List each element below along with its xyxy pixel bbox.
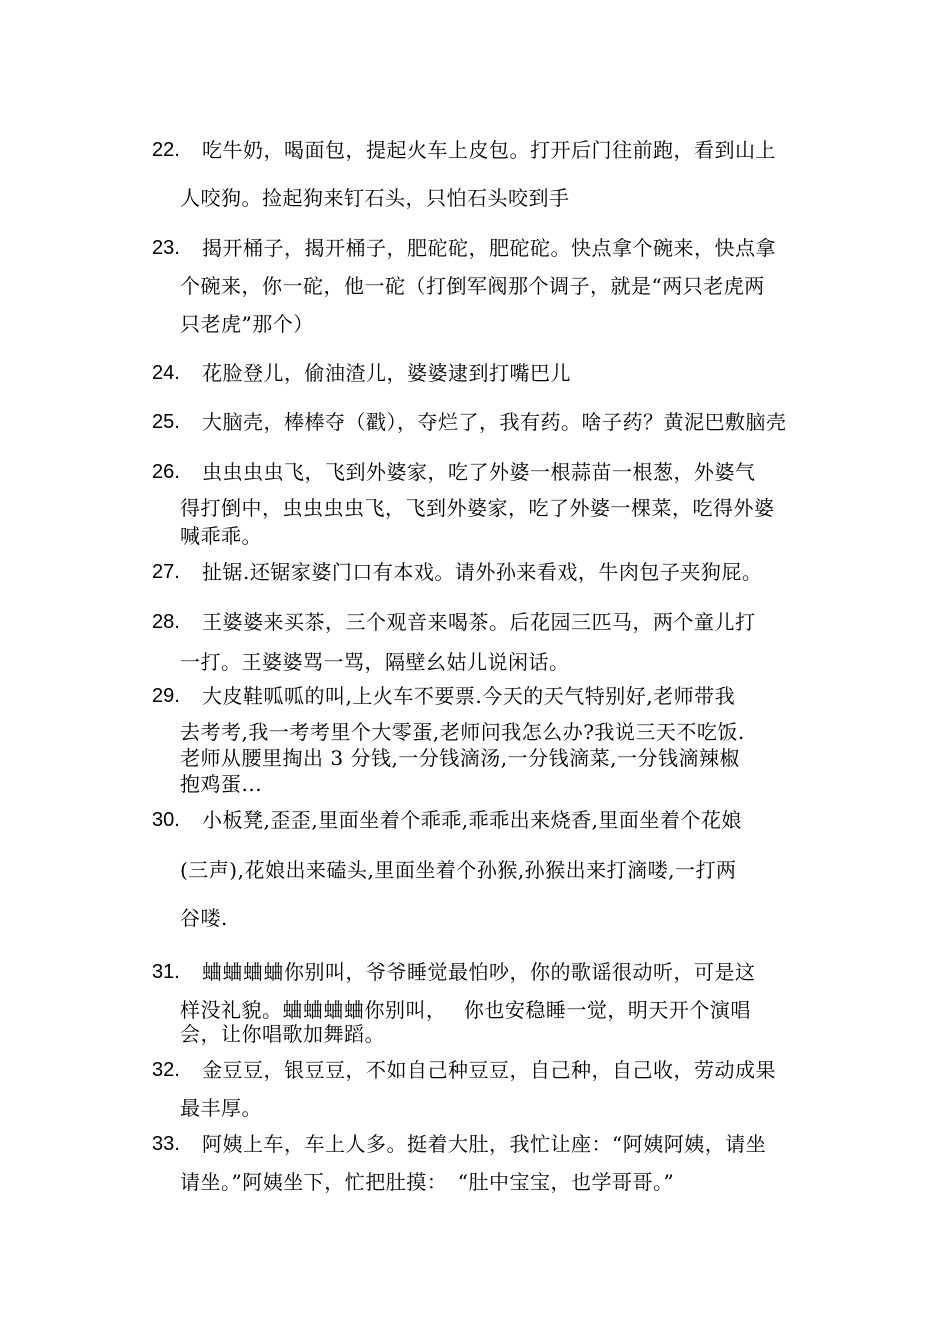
item-text-line: 人咬狗。捡起狗来钉石头，只怕石头咬到手 — [180, 186, 570, 210]
item-text-line: 去考考,我一考考里个大零蛋,老师问我怎么办?我说三天不吃饭. — [180, 720, 745, 744]
item-text-line: 喊乖乖。 — [180, 524, 262, 548]
item-text-line: 老师从腰里掏出 3 分钱,一分钱滴汤,一分钱滴菜,一分钱滴辣椒 — [180, 746, 741, 770]
item-text-line: 虫虫虫虫飞，飞到外婆家，吃了外婆一根蒜苗一根葱，外婆气 — [202, 460, 756, 484]
item-text-line: 吃牛奶，喝面包，提起火车上皮包。打开后门往前跑，看到山上 — [202, 138, 776, 162]
item-text-line: 抱鸡蛋... — [180, 772, 263, 796]
item-number: 28. — [152, 611, 180, 633]
item-text-line: 只老虎”那个） — [180, 312, 314, 336]
item-number: 23. — [152, 237, 180, 259]
item-text-line: 小板凳,歪歪,里面坐着个乖乖,乖乖出来烧香,里面坐着个花娘 — [202, 808, 742, 832]
item-text-line: 谷喽. — [180, 906, 228, 930]
item-text-line: 大脑壳，棒棒夺（戳），夺烂了，我有药。啥子药？黄泥巴敷脑壳 — [202, 410, 787, 434]
item-number: 27. — [152, 561, 180, 583]
item-text-line: 一打。王婆婆骂一骂，隔壁幺姑儿说闲话。 — [180, 650, 570, 674]
item-text-line: 金豆豆，银豆豆，不如自己种豆豆，自己种，自己收，劳动成果 — [202, 1058, 776, 1082]
item-text-line: 蛐蛐蛐蛐你别叫，爷爷睡觉最怕吵，你的歌谣很动听，可是这 — [202, 960, 756, 984]
item-number: 25. — [152, 411, 180, 433]
item-text-line: 得打倒中，虫虫虫虫飞，飞到外婆家，吃了外婆一棵菜，吃得外婆 — [180, 496, 775, 520]
item-text-line: 花脸登儿，偷油渣儿，婆婆逮到打嘴巴儿 — [202, 361, 571, 385]
item-text-line: 个碗来，你一砣，他一砣（打倒军阀那个调子，就是“两只老虎两 — [180, 274, 765, 298]
item-number: 22. — [152, 139, 180, 161]
item-text-line: 会，让你唱歌加舞蹈。 — [180, 1022, 385, 1046]
item-number: 32. — [152, 1059, 180, 1081]
item-text-line: 大皮鞋呱呱的叫,上火车不要票.今天的天气特别好,老师带我 — [202, 684, 736, 708]
item-text-line: 最丰厚。 — [180, 1096, 262, 1120]
item-number: 31. — [152, 961, 180, 983]
item-text-line: 请坐。”阿姨坐下，忙把肚摸： “肚中宝宝，也学哥哥。” — [180, 1170, 675, 1194]
item-text-line: 扯锯.还锯家婆门口有本戏。请外孙来看戏，牛肉包子夹狗屁。 — [202, 560, 763, 584]
item-number: 24. — [152, 362, 180, 384]
item-number: 29. — [152, 685, 180, 707]
item-text-line: 阿姨上车，车上人多。挺着大肚，我忙让座：“阿姨阿姨，请坐 — [202, 1132, 767, 1156]
item-number: 33. — [152, 1133, 180, 1155]
item-text-line: (三声),花娘出来磕头,里面坐着个孙猴,孙猴出来打滴喽,一打两 — [180, 858, 737, 882]
item-number: 26. — [152, 461, 180, 483]
item-number: 30. — [152, 809, 180, 831]
item-text-line: 王婆婆来买茶，三个观音来喝茶。后花园三匹马，两个童儿打 — [202, 610, 756, 634]
item-text-line: 揭开桶子，揭开桶子，肥砣砣，肥砣砣。快点拿个碗来，快点拿 — [202, 236, 776, 260]
item-text-line: 样没礼貌。蛐蛐蛐蛐你别叫， 你也安稳睡一觉，明天开个演唱 — [180, 998, 751, 1022]
